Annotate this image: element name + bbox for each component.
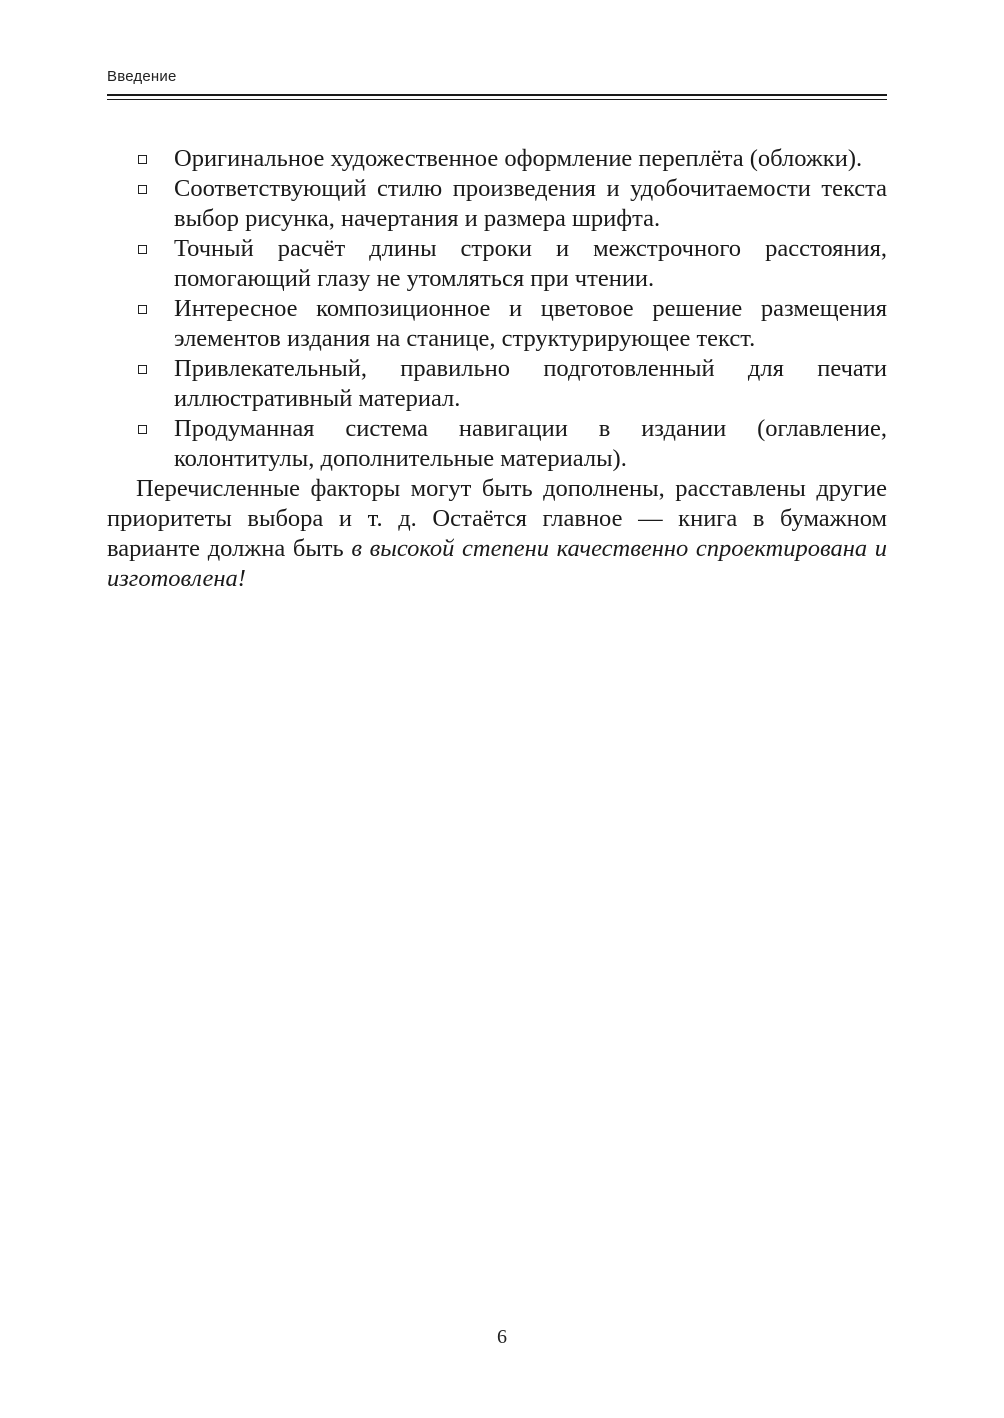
running-head: Введение <box>107 68 177 85</box>
page-body <box>107 144 887 594</box>
bullet-list <box>107 144 887 474</box>
square-bullet-icon <box>138 245 147 254</box>
list-item-text: Продуманная система навигации в издании (оглавление, колонтитулы, дополнительные материалы). <box>174 415 887 472</box>
list-item <box>107 294 887 354</box>
square-bullet-icon <box>138 425 147 434</box>
list-item-text: Соответствующий стилю произведения и удобочитаемости текста выбор рисунка, начертания и размера шрифта. <box>174 175 887 232</box>
square-bullet-icon <box>138 185 147 194</box>
square-bullet-icon <box>138 155 147 164</box>
list-item-text: Интересное композиционное и цветовое решение размещения элементов издания на станице, структурирующее текст. <box>174 295 887 352</box>
square-bullet-icon <box>138 305 147 314</box>
list-item <box>107 234 887 294</box>
header-rule-thick <box>107 94 887 96</box>
list-item <box>107 414 887 474</box>
list-item <box>107 174 887 234</box>
list-item-text: Оригинальное художественное оформление переплёта (обложки). <box>174 145 863 172</box>
paragraph-emphasis: в высокой степени качественно спроектирована и изготовлена! <box>107 535 887 592</box>
list-item <box>107 354 887 414</box>
list-item-text: Точный расчёт длины строки и межстрочного расстояния, помогающий глазу не утомляться при чтении. <box>174 235 887 292</box>
page-number: 6 <box>497 1326 507 1348</box>
paragraph-text: Перечисленные факторы могут быть дополнены, расставлены другие приоритеты выбора и т. д. Остаётся главное — книга в бумажном варианте должна быть <box>107 475 887 562</box>
square-bullet-icon <box>138 365 147 374</box>
body-paragraph <box>107 474 887 594</box>
list-item <box>107 144 887 174</box>
list-item-text: Привлекательный, правильно подготовленный для печати иллюстративный материал. <box>174 355 887 412</box>
header-rule-thin <box>107 99 887 100</box>
